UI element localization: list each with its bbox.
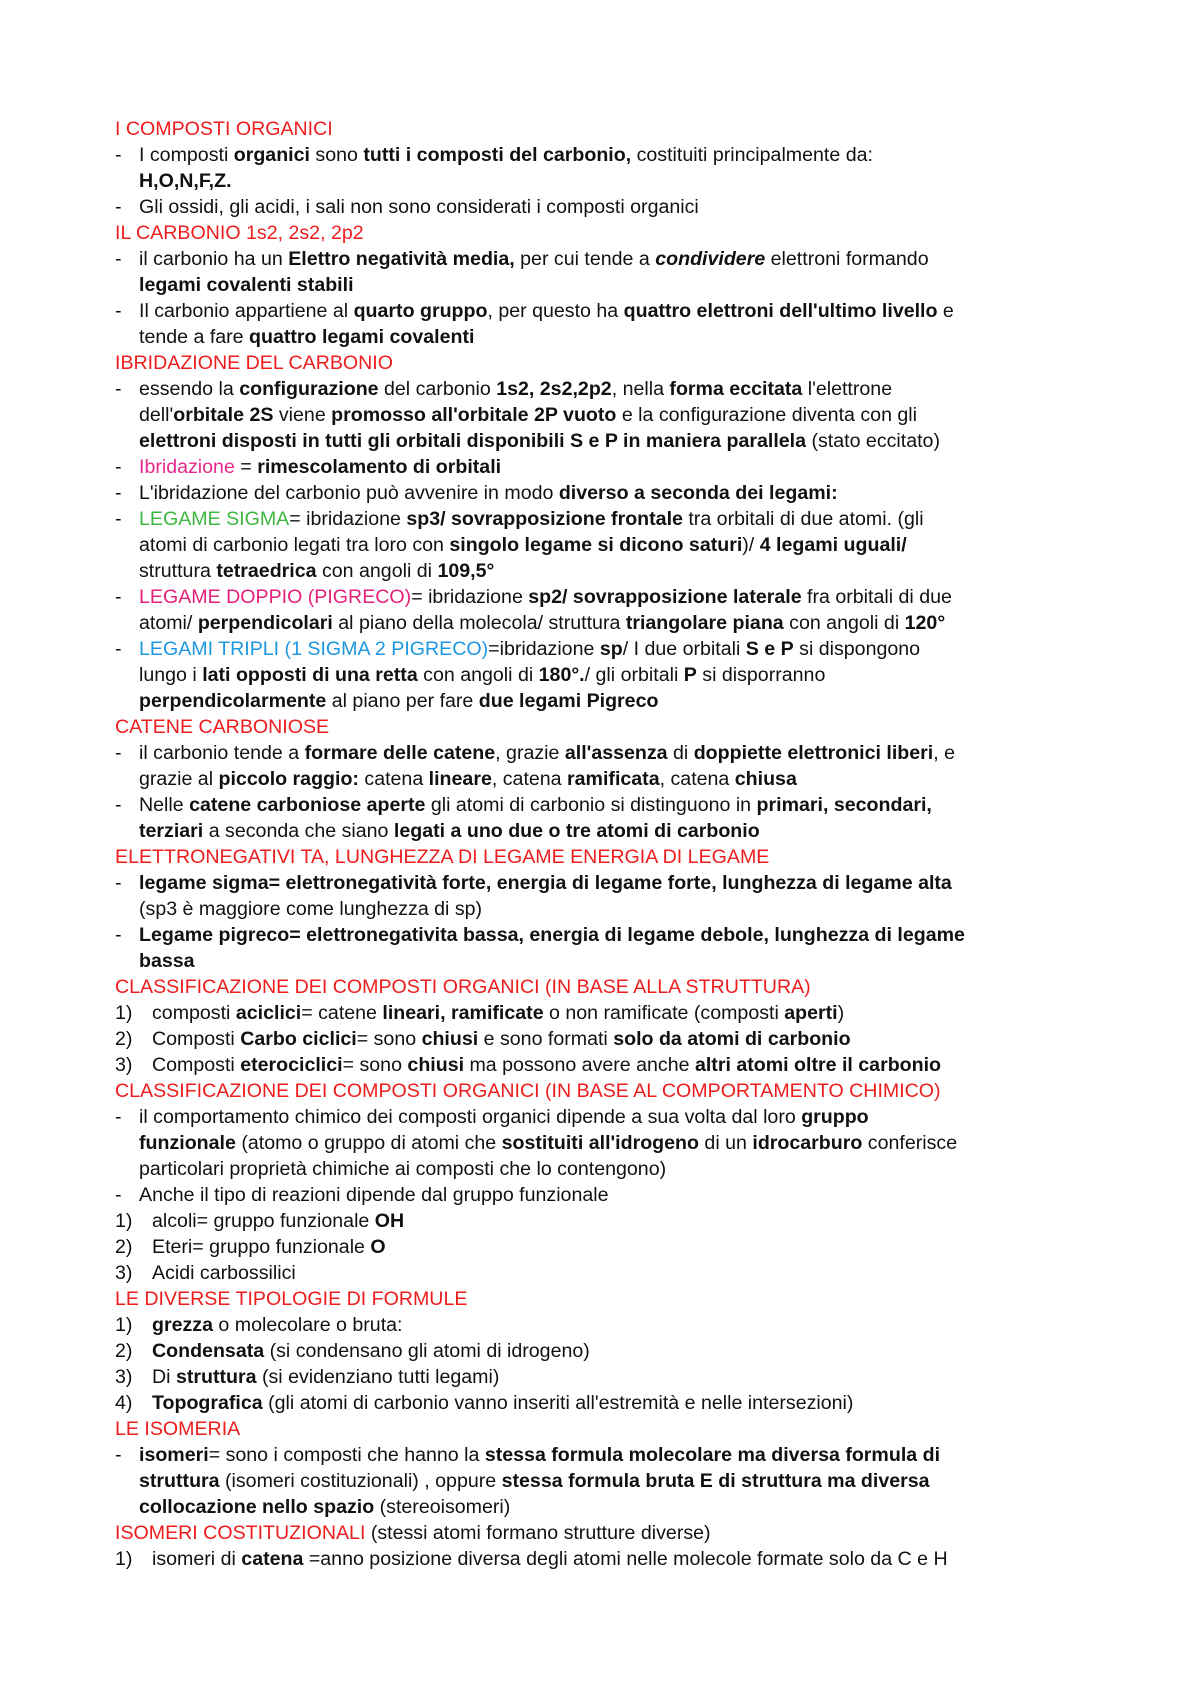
list-item-isomeri-catena: 1) isomeri di catena =anno posizione diversa degli atomi nelle molecole formate solo da C e H <box>115 1548 948 1570</box>
heading-formule: LE DIVERSE TIPOLOGIE DI FORMULE <box>115 1288 468 1310</box>
list-item-acidi: 3) Acidi carbossilici <box>115 1262 296 1284</box>
heading-classificazione-chimico: CLASSIFICAZIONE DEI COMPOSTI ORGANICI (IN BASE AL COMPORTAMENTO CHIMICO) <box>115 1080 941 1102</box>
bullet-elettronegativita: - il carbonio ha un Elettro negatività media, per cui tende a condividere elettroni formando legami covalenti stabili <box>115 246 1140 298</box>
list-item-alcoli: 1) alcoli= gruppo funzionale OH <box>115 1210 405 1232</box>
heading-isomeria: LE ISOMERIA <box>115 1418 241 1440</box>
bullet-legame-doppio: - LEGAME DOPPIO (PIGRECO)= ibridazione sp2/ sovrapposizione laterale fra orbitali di due atomi/ perpendicolari al piano della molecola/ struttura triangolare piana con angoli di 120° <box>115 584 1140 636</box>
bullet-ibridazione-modo: - L'ibridazione del carbonio può avvenire in modo diverso a seconda dei legami: <box>115 480 1140 506</box>
heading-ibridazione: IBRIDAZIONE DEL CARBONIO <box>115 352 393 374</box>
list-item-grezza: 1) grezza o molecolare o bruta: <box>115 1314 403 1336</box>
heading-carbonio: IL CARBONIO 1s2, 2s2, 2p2 <box>115 222 364 244</box>
bullet-comportamento: - il comportamento chimico dei composti organici dipende a sua volta dal loro gruppo funzionale (atomo o gruppo di atomi che sostituiti all'idrogeno di un idrocarburo conferisce particolari proprietà chimiche ai composti che lo contengono) <box>115 1104 1140 1182</box>
bullet-quarto-gruppo: - Il carbonio appartiene al quarto gruppo, per questo ha quattro elettroni dell'ultimo livello e tende a fare quattro legami covalenti <box>115 298 1140 350</box>
heading-elettronegativita: ELETTRONEGATIVI TA, LUNGHEZZA DI LEGAME ENERGIA DI LEGAME <box>115 846 770 868</box>
heading-classificazione-struttura: CLASSIFICAZIONE DEI COMPOSTI ORGANICI (IN BASE ALLA STRUTTURA) <box>115 976 811 998</box>
bullet-ibridazione-def: - Ibridazione = rimescolamento di orbitali <box>115 454 1140 480</box>
list-item-struttura: 3) Di struttura (si evidenziano tutti legami) <box>115 1366 500 1388</box>
heading-composti-organici: I COMPOSTI ORGANICI <box>115 118 333 140</box>
bullet-ossidi: - Gli ossidi, gli acidi, i sali non sono considerati i composti organici <box>115 194 1140 220</box>
bullet-reazioni: - Anche il tipo di reazioni dipende dal gruppo funzionale <box>115 1182 1140 1208</box>
bullet-legame-pigreco-props: - Legame pigreco= elettronegativita bassa, energia di legame debole, lunghezza di legame bassa <box>115 922 1140 974</box>
heading-isomeri-costituzionali: ISOMERI COSTITUZIONALI (stessi atomi formano strutture diverse) <box>115 1522 711 1544</box>
list-item-aciclici: 1) composti aciclici= catene lineari, ramificate o non ramificate (composti aperti) <box>115 1002 845 1024</box>
bullet-legami-tripli: - LEGAMI TRIPLI (1 SIGMA 2 PIGRECO)=ibridazione sp/ I due orbitali S e P si dispongono lungo i lati opposti di una retta con angoli di 180°./ gli orbitali P si disporranno perpendicolarmente al piano per fare due legami Pigreco <box>115 636 1140 714</box>
list-item-eteri: 2) Eteri= gruppo funzionale O <box>115 1236 386 1258</box>
list-item-carbociclici: 2) Composti Carbo ciclici= sono chiusi e sono formati solo da atomi di carbonio <box>115 1028 851 1050</box>
bullet-legame-sigma-props: - legame sigma= elettronegatività forte, energia di legame forte, lunghezza di legame alta (sp3 è maggiore come lunghezza di sp) <box>115 870 1140 922</box>
list-item-eterociclici: 3) Composti eterociclici= sono chiusi ma possono avere anche altri atomi oltre il carbonio <box>115 1054 942 1076</box>
list-item-topografica: 4) Topografica (gli atomi di carbonio vanno inseriti all'estremità e nelle intersezioni) <box>115 1392 854 1414</box>
bullet-catene-aperte: - Nelle catene carboniose aperte gli atomi di carbonio si distinguono in primari, secondari, terziari a seconda che siano legati a uno due o tre atomi di carbonio <box>115 792 1140 844</box>
heading-catene: CATENE CARBONIOSE <box>115 716 330 738</box>
bullet-catene-formare: - il carbonio tende a formare delle catene, grazie all'assenza di doppiette elettronici liberi, e grazie al piccolo raggio: catena lineare, catena ramificata, catena chiusa <box>115 740 1140 792</box>
bullet-configurazione: - essendo la configurazione del carbonio 1s2, 2s2,2p2, nella forma eccitata l'elettrone dell'orbitale 2S viene promosso all'orbitale 2P vuoto e la configurazione diventa con gli elettroni disposti in tutti gli orbitali disponibili S e P in maniera parallela (stato eccitato) <box>115 376 1140 454</box>
bullet-legame-sigma: - LEGAME SIGMA= ibridazione sp3/ sovrapposizione frontale tra orbitali di due atomi. (gli atomi di carbonio legati tra loro con singolo legame si dicono saturi)/ 4 legami uguali/ struttura tetraedrica con angoli di 109,5° <box>115 506 1140 584</box>
bullet-composti-organici: - I composti organici sono tutti i composti del carbonio, costituiti principalmente da: H,O,N,F,Z. <box>115 142 1140 194</box>
list-item-condensata: 2) Condensata (si condensano gli atomi di idrogeno) <box>115 1340 590 1362</box>
bullet-isomeri: - isomeri= sono i composti che hanno la stessa formula molecolare ma diversa formula di struttura (isomeri costituzionali) , oppure stessa formula bruta E di struttura ma diversa collocazione nello spazio (stereoisomeri) <box>115 1442 1140 1520</box>
